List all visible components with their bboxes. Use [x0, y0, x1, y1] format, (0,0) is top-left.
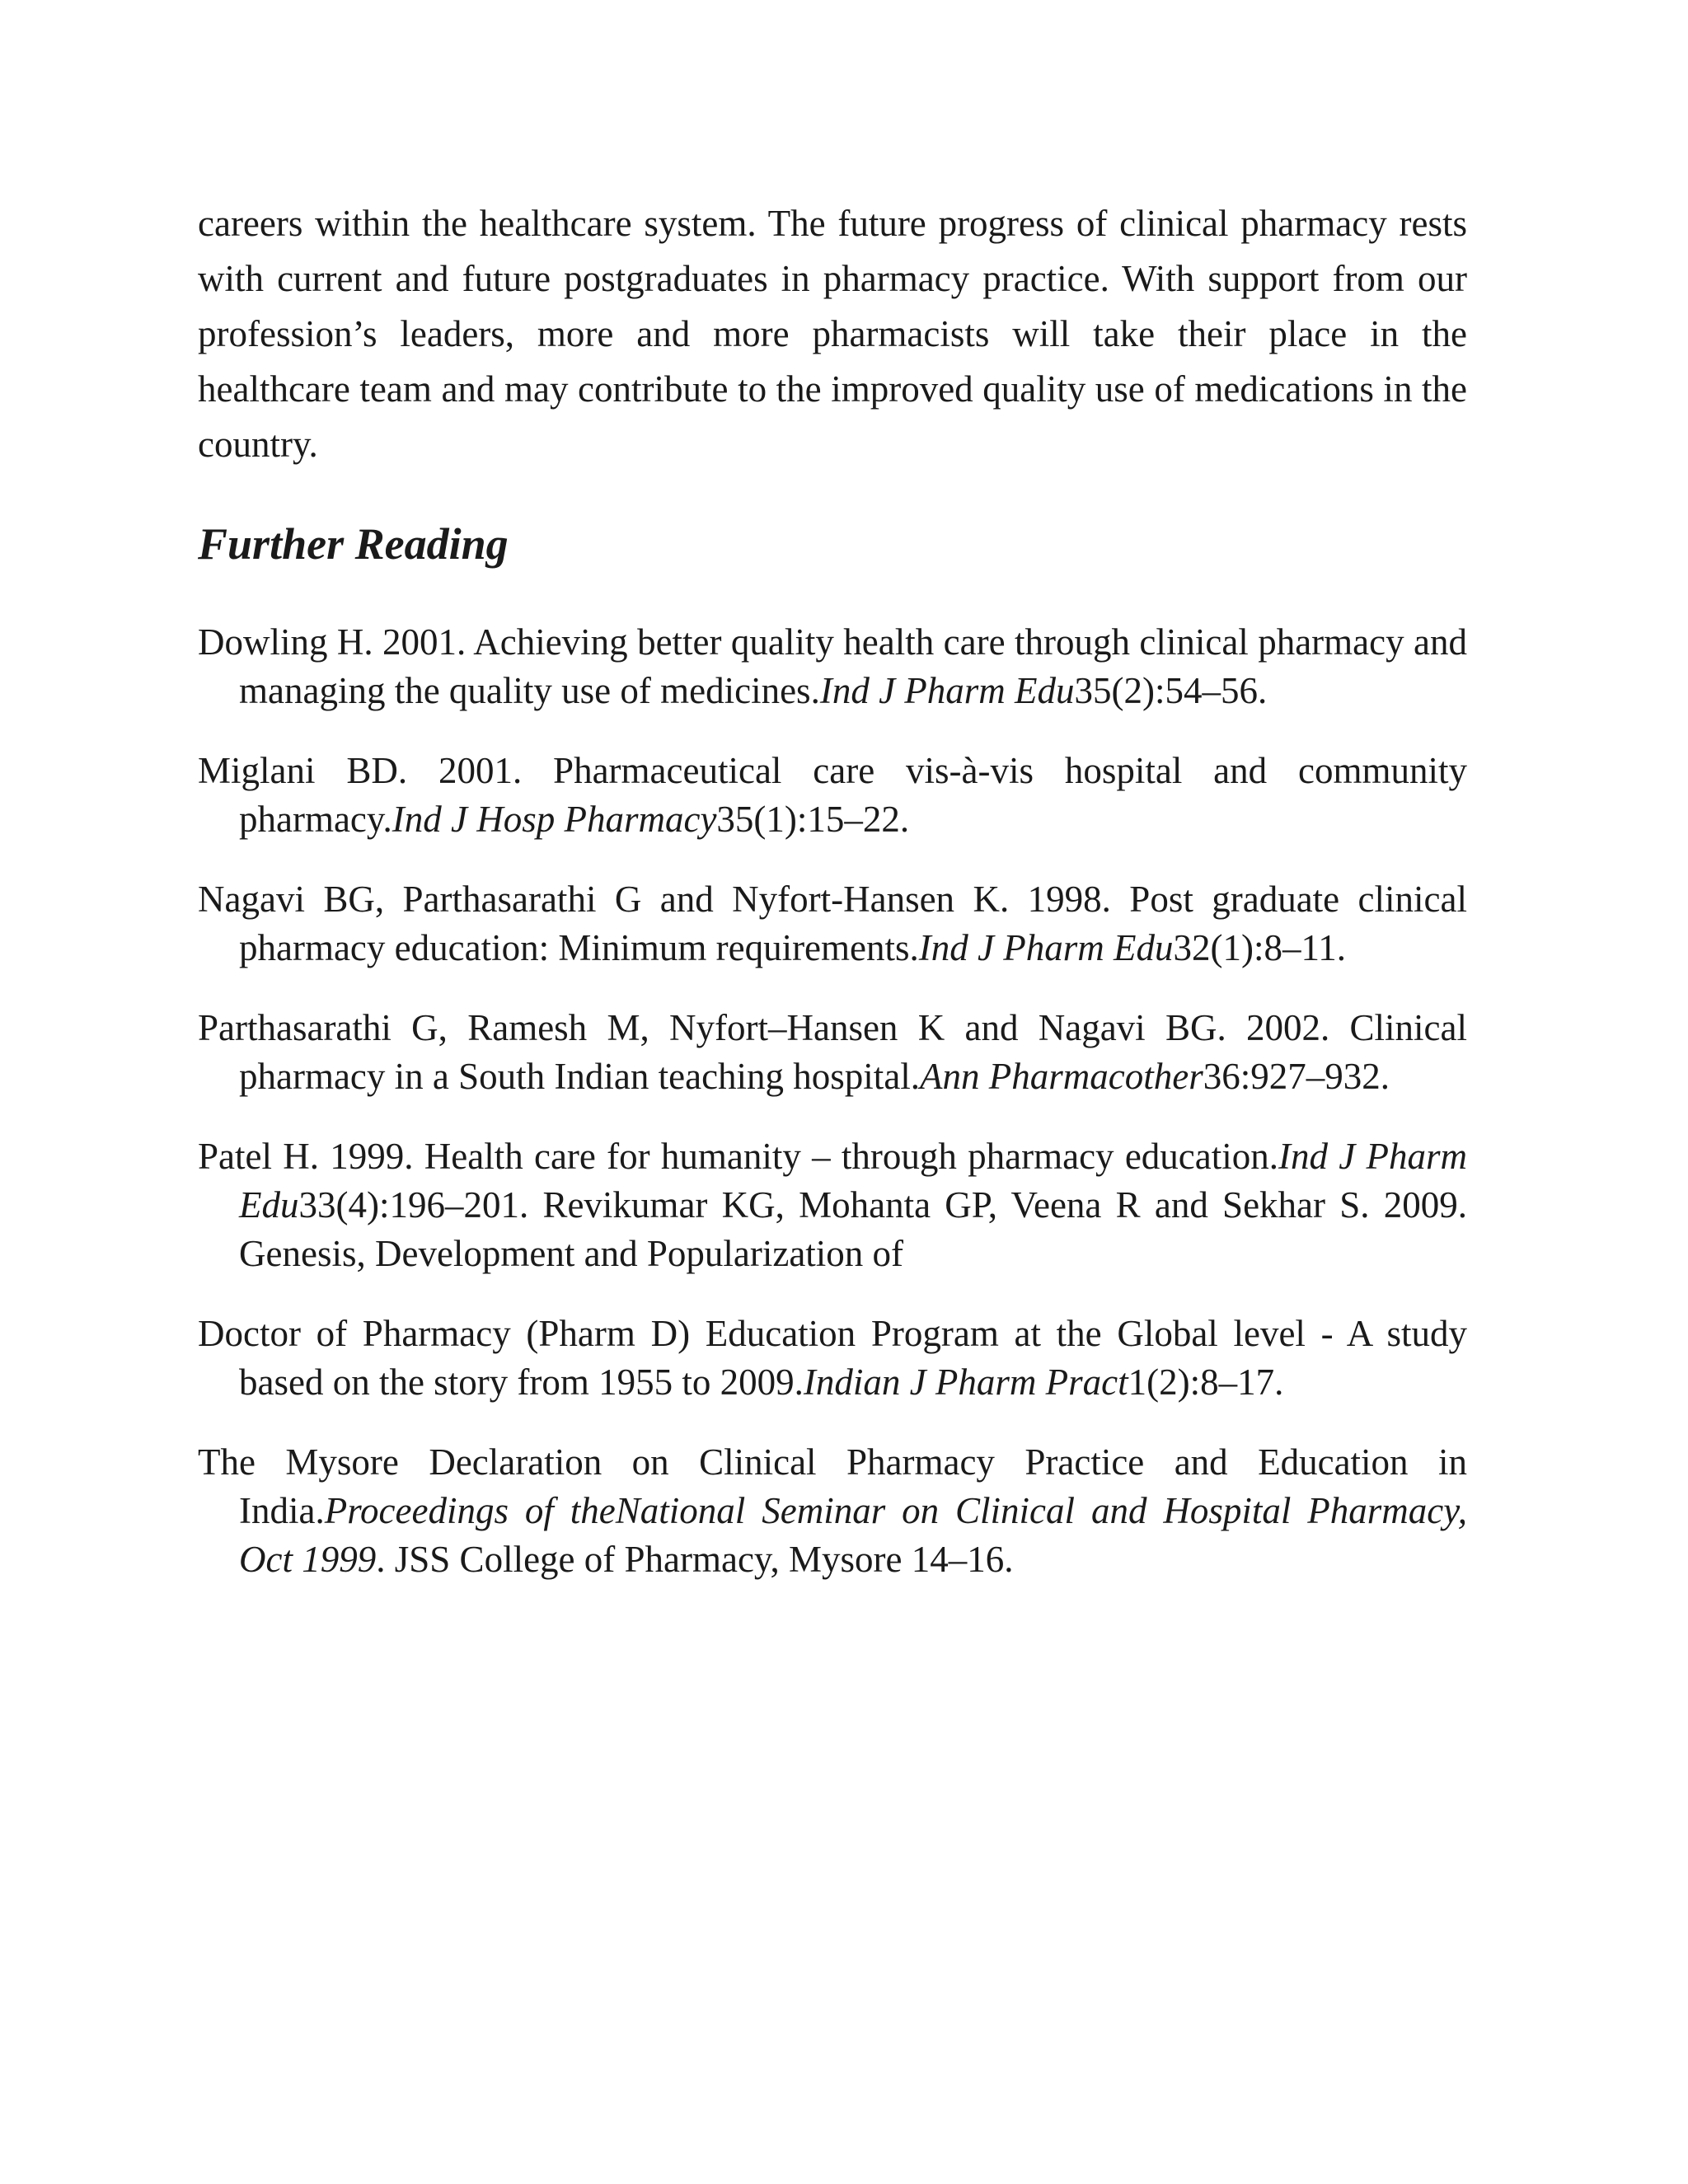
reference-citation: 35(1):15–22.: [716, 799, 910, 840]
reference-text: Doctor of Pharmacy (Pharm D) Education Program at the Global level - A study based on the story from 1955 to 2009.: [198, 1313, 1467, 1403]
reference-item: [198, 1310, 1467, 1407]
reference-journal: Proceedings of theNational Seminar on Clinical and Hospital Pharmacy, Oct 1999: [239, 1490, 1467, 1580]
reference-citation: 32(1):8–11.: [1173, 927, 1347, 968]
reference-journal: Ind J Pharm Edu: [819, 670, 1075, 711]
reference-item: [198, 747, 1467, 844]
reference-text: Parthasarathi G, Ramesh M, Nyfort–Hansen K and Nagavi BG. 2002. Clinical pharmacy in a South Indian teaching hospital.: [198, 1007, 1467, 1097]
reference-list: [198, 618, 1467, 1615]
reference-item: [198, 1004, 1467, 1101]
reference-text: Miglani BD. 2001. Pharmaceutical care vis-à-vis hospital and community pharmacy.: [198, 750, 1467, 840]
reference-citation: 1(2):8–17.: [1128, 1361, 1284, 1403]
reference-text: Patel H. 1999. Health care for humanity – through pharmacy education.: [198, 1136, 1278, 1177]
reference-journal: Ind J Pharm Edu: [918, 927, 1174, 968]
reference-item: [198, 618, 1467, 715]
reference-item: [198, 1438, 1467, 1584]
reference-journal: Ann Pharmacother: [920, 1056, 1203, 1097]
intro-paragraph: careers within the healthcare system. The future progress of clinical pharmacy rests with current and future postgraduates in pharmacy practice. With support from our profession’s leaders, more and more pharmacists will take their place in the healthcare team and may contribute to the improved quality use of medications in the country.: [198, 203, 1467, 465]
reference-citation: 33(4):196–201. Revikumar KG, Mohanta GP, Veena R and Sekhar S. 2009. Genesis, Development and Popularization of: [239, 1184, 1467, 1274]
reference-citation: 36:927–932.: [1203, 1056, 1390, 1097]
reference-citation: 35(2):54–56.: [1074, 670, 1268, 711]
reference-journal: Indian J Pharm Pract: [803, 1361, 1128, 1403]
section-heading: Further Reading: [198, 519, 509, 569]
reference-journal: Ind J Pharm Edu: [239, 1136, 1467, 1226]
reference-item: [198, 1132, 1467, 1278]
reference-text: Dowling H. 2001. Achieving better quality health care through clinical pharmacy and managing the quality use of medicines.: [198, 621, 1467, 711]
reference-item: [198, 875, 1467, 972]
reference-journal: Ind J Hosp Pharmacy: [392, 799, 717, 840]
reference-citation: . JSS College of Pharmacy, Mysore 14–16.: [376, 1539, 1014, 1580]
reference-text: Nagavi BG, Parthasarathi G and Nyfort-Hansen K. 1998. Post graduate clinical pharmacy education: Minimum requirements.: [198, 879, 1467, 968]
reference-text: The Mysore Declaration on Clinical Pharmacy Practice and Education in India.: [198, 1441, 1467, 1531]
